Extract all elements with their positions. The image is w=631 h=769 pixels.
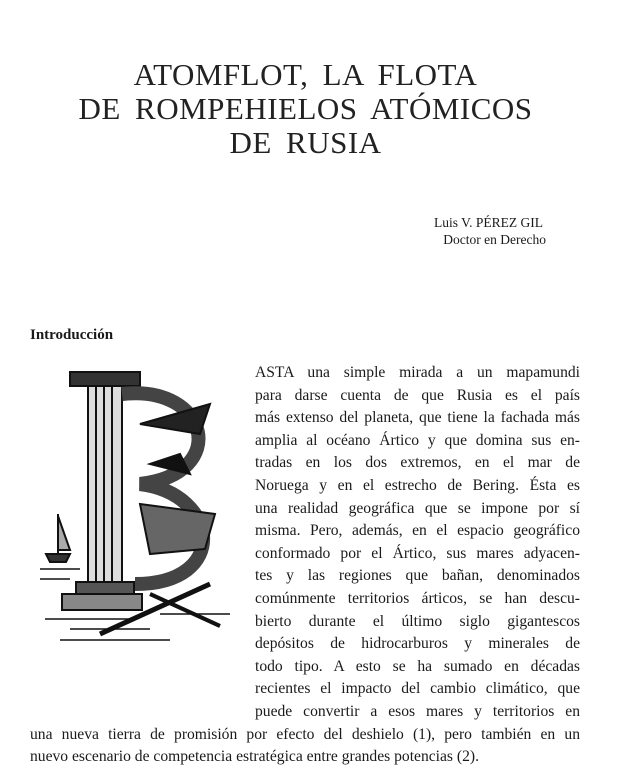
body-line: para darse cuenta de que Rusia es el país: [255, 386, 580, 404]
body-line: tes y las regiones que bañan, denominados: [255, 567, 580, 585]
article-title: [0, 58, 611, 160]
title-line: DE ROMPEHIELOS ATÓMICOS: [78, 91, 533, 126]
body-line: bierto durante el último siglo gigantescos: [255, 612, 580, 630]
body-line: todo tipo. A esto se ha sumado en décadas: [255, 657, 580, 675]
body-line: nuevo escenario de competencia estratégica entre grandes potencias (2).: [30, 748, 479, 766]
body-line: puede convertir a esos mares y territorios en: [255, 702, 580, 720]
body-line: conformado por el Ártico, sus mares adyacen-: [255, 544, 580, 562]
article-body: [30, 362, 580, 769]
body-line: misma. Pero, además, en el espacio geográfico: [255, 522, 580, 540]
author-role: Doctor en Derecho: [443, 232, 546, 247]
body-line: Noruega y en el estrecho de Bering. Ésta es: [255, 476, 580, 494]
section-heading: Introducción: [30, 327, 114, 343]
author-block: [433, 214, 546, 248]
body-line: una nueva tierra de promisión por efecto del deshielo (1), pero también en un: [30, 725, 580, 743]
body-line: amplia al océano Ártico y que domina sus en-: [255, 431, 580, 449]
body-line: comúnmente territorios árticos, se han descu-: [255, 589, 580, 607]
body-line: recientes el impacto del cambio climático, que: [255, 680, 580, 698]
author-name: Luis V. PÉREZ GIL: [433, 215, 543, 230]
body-line: tradas en los dos extremos, en el mar de: [255, 454, 580, 472]
title-line: DE RUSIA: [229, 125, 382, 160]
body-line: ASTA una simple mirada a un mapamundi: [255, 364, 580, 381]
body-line: más extenso del planeta, que tiene la fachada más: [255, 409, 580, 427]
body-line: una realidad geográfica que se impone por sí: [255, 499, 580, 517]
title-line: ATOMFLOT, LA FLOTA: [133, 57, 478, 92]
body-line: depósitos de hidrocarburos y minerales de: [255, 635, 580, 653]
